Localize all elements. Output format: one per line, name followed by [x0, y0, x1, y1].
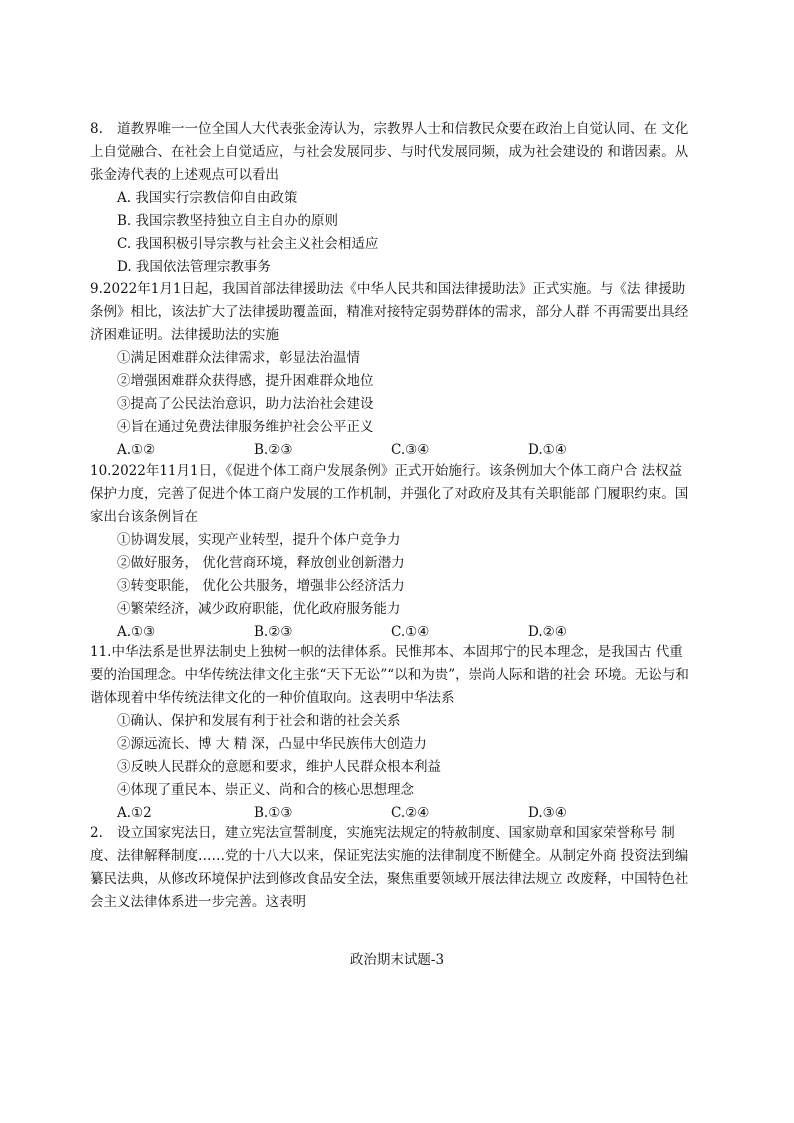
statement-3: ③反映人民群众的意愿和要求，维护人民群众根本利益 — [117, 759, 441, 775]
choice-c: C.①④ — [391, 624, 430, 640]
statement-2: ②做好服务， 优化营商环境，释放创业创新潜力 — [117, 555, 405, 571]
question-number: 8. — [90, 121, 103, 137]
choice-b: B.②③ — [254, 624, 293, 640]
option-c: C. 我国积极引导宗教与社会主义社会相适应 — [117, 236, 379, 252]
question-number: 11. — [90, 644, 112, 660]
option-b: B. 我国宗教坚持独立自主自办的原则 — [117, 213, 339, 229]
question-text: 设立国家宪法日，建立宪法宣誓制度，实施宪法规定的特赦制度、国家勋章和国家荣誉称号 制度、法律解释制度……党的十八大以来，保证宪法实施的法律制度不断健全。从制定外商 投资法到编纂民法典，从修改环境保护法到修改食品安全法，聚焦重要领域开展法律法规立 改废释，中国特色社会主义法律体系进一步完善。这表明 — [90, 825, 689, 910]
question-stem — [90, 460, 695, 529]
question-11 — [90, 641, 695, 825]
statement-4: ④旨在通过免费法律服务维护社会公平正义 — [117, 419, 374, 435]
question-text: 道教界唯一一位全国人大代表张金涛认为，宗教界人士和信教民众要在政治上自觉认同、在 文化上自觉融合、在社会上自觉适应，与社会发展同步、与时代发展同频，成为社会建设的 和谐因素。从张金涛代表的上述观点可以看出 — [90, 121, 689, 183]
statement-1: ①确认、保护和发展有利于社会和谐的社会关系 — [117, 713, 401, 729]
choice-b: B.②③ — [254, 442, 293, 458]
page-footer: 政治期末试题-3 — [349, 952, 445, 968]
choice-d: D.①④ — [528, 442, 567, 458]
question-number: 9. — [90, 281, 103, 297]
question-9 — [90, 278, 695, 462]
choice-a: A.①2 — [117, 805, 152, 821]
question-stem — [90, 822, 695, 914]
choice-c: C.②④ — [391, 805, 430, 821]
answer-choices — [90, 439, 695, 462]
question-stem — [90, 641, 695, 710]
statement-4: ④体现了重民本、崇正义、尚和合的核心思想理念 — [117, 782, 414, 798]
statement-3: ③转变职能， 优化公共服务，增强非公经济活力 — [117, 578, 405, 594]
statement-1: ①协调发展，实现产业转型，提升个体户竞争力 — [117, 532, 401, 548]
question-text: 2022年11月1日，《促进个体工商户发展条例》正式开始施行。该条例加大个体工商户合 法权益保护力度，完善了促进个体工商户发展的工作机制，并强化了对政府及其有关职能部 门履职约束。国家出台该条例旨在 — [90, 463, 689, 525]
question-number: 10. — [90, 463, 112, 479]
statement-2: ②增强困难群众获得感，提升困难群众地位 — [117, 373, 374, 389]
question-8 — [90, 118, 695, 279]
choice-d: D.②④ — [528, 624, 567, 640]
statement-4: ④繁荣经济，减少政府职能，优化政府服务能力 — [117, 601, 401, 617]
choice-d: D.③④ — [528, 805, 567, 821]
choice-a: A.①③ — [117, 624, 156, 640]
question-10 — [90, 460, 695, 644]
question-text: 中华法系是世界法制史上独树一帜的法律体系。民惟邦本、本固邦宁的民本理念，是我国古 代重要的治国理念。中华传统法律文化主张“天下无讼”“以和为贵”，崇尚人际和谐的社会 环境。无讼与和谐体现着中华传统法律文化的一种价值取向。这表明中华法系 — [90, 644, 689, 706]
choice-c: C.③④ — [391, 442, 430, 458]
question-text: 2022年1月1日起，我国首部法律援助法《中华人民共和国法律援助法》正式实施。与《法 律援助条例》相比，该法扩大了法律援助覆盖面，精准对接特定弱势群体的需求，部分人群 不再需要出具经济困难证明。法律援助法的实施 — [90, 281, 689, 343]
statement-1: ①满足困难群众法律需求，彰显法治温情 — [117, 350, 360, 366]
statement-2: ②源远流长、博 大 精 深，凸显中华民族伟大创造力 — [117, 736, 427, 752]
choice-b: B.①③ — [254, 805, 293, 821]
choice-a: A.①② — [117, 442, 156, 458]
option-d: D. 我国依法管理宗教事务 — [117, 259, 271, 275]
question-12 — [90, 822, 695, 914]
question-stem — [90, 118, 695, 187]
statement-3: ③提高了公民法治意识，助力法治社会建设 — [117, 396, 374, 412]
question-number: 2. — [90, 825, 103, 841]
question-stem — [90, 278, 695, 347]
option-a: A. 我国实行宗教信仰自由政策 — [117, 190, 298, 206]
